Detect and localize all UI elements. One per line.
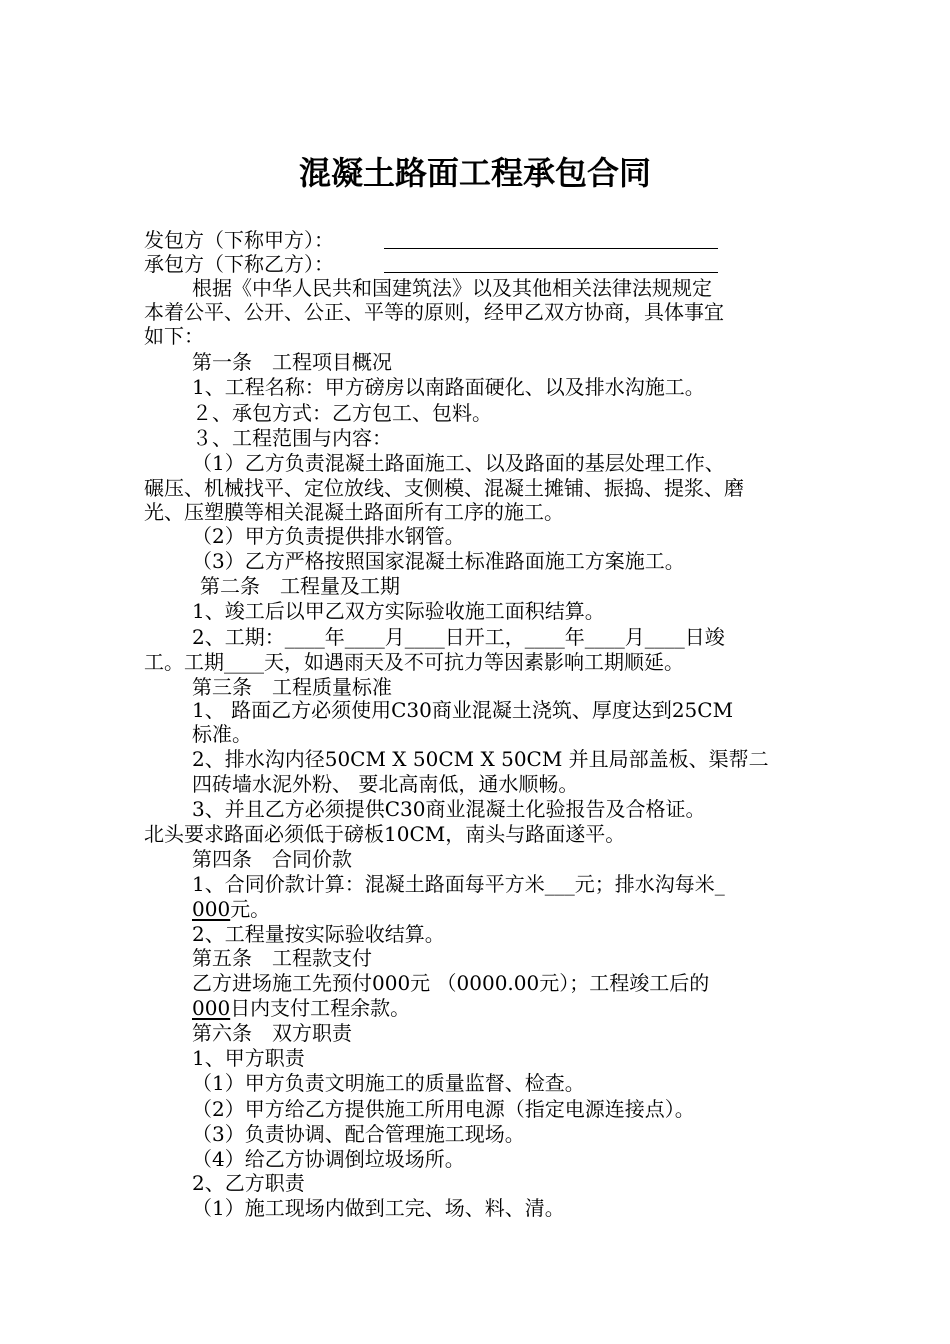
party-b-duties-heading: 2、乙方职责 <box>192 1171 305 1195</box>
article-2-item: 2、工期：____年____月____日开工，____年____月____日竣 <box>192 625 725 649</box>
article-3-item: 四砖墙水泥外粉、 要北高南低，通水顺畅。 <box>192 772 579 796</box>
party-b-duty: （1）施工现场内做到工完、场、料、清。 <box>192 1196 565 1220</box>
party-a-duty: （2）甲方给乙方提供施工所用电源（指定电源连接点）。 <box>192 1097 695 1121</box>
article-1-sub-line: （3）乙方严格按照国家混凝土标准路面施工方案施工。 <box>192 549 685 573</box>
party-a-blank <box>384 248 718 249</box>
party-a-duty: （3）负责协调、配合管理施工现场。 <box>192 1122 525 1146</box>
article-3-item: 3、并且乙方必须提供C30商业混凝土化验报告及合格证。 <box>192 797 706 821</box>
article-1-item: ２、承包方式：乙方包工、包料。 <box>192 401 492 425</box>
article-3-item: 北头要求路面必须低于磅板10CM，南头与路面遂平。 <box>144 822 626 846</box>
party-b-label: 承包方（下称乙方）： <box>144 252 334 276</box>
article-2-item: 工。工期____天，如遇雨天及不可抗力等因素影响工期顺延。 <box>144 650 684 674</box>
article-5-line <box>192 996 410 1020</box>
article-1-item: ３、工程范围与内容： <box>192 426 392 450</box>
party-b-blank <box>384 272 718 273</box>
payment-days-rest: 日内支付工程余款。 <box>230 996 411 1020</box>
article-4-heading: 第四条 合同价款 <box>192 847 352 871</box>
article-1-item: 1、工程名称：甲方磅房以南路面硬化、以及排水沟施工。 <box>192 375 705 399</box>
article-5-heading: 第五条 工程款支付 <box>192 946 372 970</box>
article-2-item: 1、竣工后以甲乙双方实际验收施工面积结算。 <box>192 599 605 623</box>
intro-line: 如下： <box>144 324 204 348</box>
article-2-heading: 第二条 工程量及工期 <box>200 574 400 598</box>
article-3-item: 标准。 <box>192 722 252 746</box>
article-3-item: 1、 路面乙方必须使用C30商业混凝土浇筑、厚度达到25CM <box>192 698 734 722</box>
article-4-item: 1、合同价款计算：混凝土路面每平方米___元；排水沟每米_ <box>192 872 725 896</box>
party-a-duty: （1）甲方负责文明施工的质量监督、检查。 <box>192 1071 585 1095</box>
payment-days: 000 <box>192 996 231 1020</box>
intro-line: 本着公平、公开、公正、平等的原则，经甲乙双方协商，具体事宜 <box>144 300 724 324</box>
article-6-heading: 第六条 双方职责 <box>192 1021 352 1045</box>
price-amount: 000 <box>192 897 231 921</box>
article-4-item-line <box>192 897 270 921</box>
article-5-line: 乙方进场施工先预付000元 （0000.00元）；工程竣工后的 <box>192 971 710 995</box>
article-4-item: 2、工程量按实际验收结算。 <box>192 922 445 946</box>
article-1-sub-line: （1）乙方负责混凝土路面施工、以及路面的基层处理工作、 <box>192 451 725 475</box>
party-a-duties-heading: 1、甲方职责 <box>192 1046 305 1070</box>
party-a-duty: （4）给乙方协调倒垃圾场所。 <box>192 1147 465 1171</box>
article-1-sub-line: （2）甲方负责提供排水钢管。 <box>192 524 465 548</box>
article-1-sub-line: 光、压塑膜等相关混凝土路面所有工序的施工。 <box>144 500 564 524</box>
party-a-label: 发包方（下称甲方）： <box>144 228 334 252</box>
article-1-heading: 第一条 工程项目概况 <box>192 350 392 374</box>
intro-line: 根据《中华人民共和国建筑法》以及其他相关法律法规规定 <box>192 276 712 300</box>
article-1-sub-line: 碾压、机械找平、定位放线、支侧模、混凝土摊铺、振捣、提浆、磨 <box>144 476 744 500</box>
price-unit: 元。 <box>230 897 271 921</box>
article-3-heading: 第三条 工程质量标准 <box>192 675 392 699</box>
document-title: 混凝土路面工程承包合同 <box>298 154 651 192</box>
article-3-item: 2、排水沟内径50CM X 50CM X 50CM 并且局部盖板、渠帮二 <box>192 747 769 771</box>
